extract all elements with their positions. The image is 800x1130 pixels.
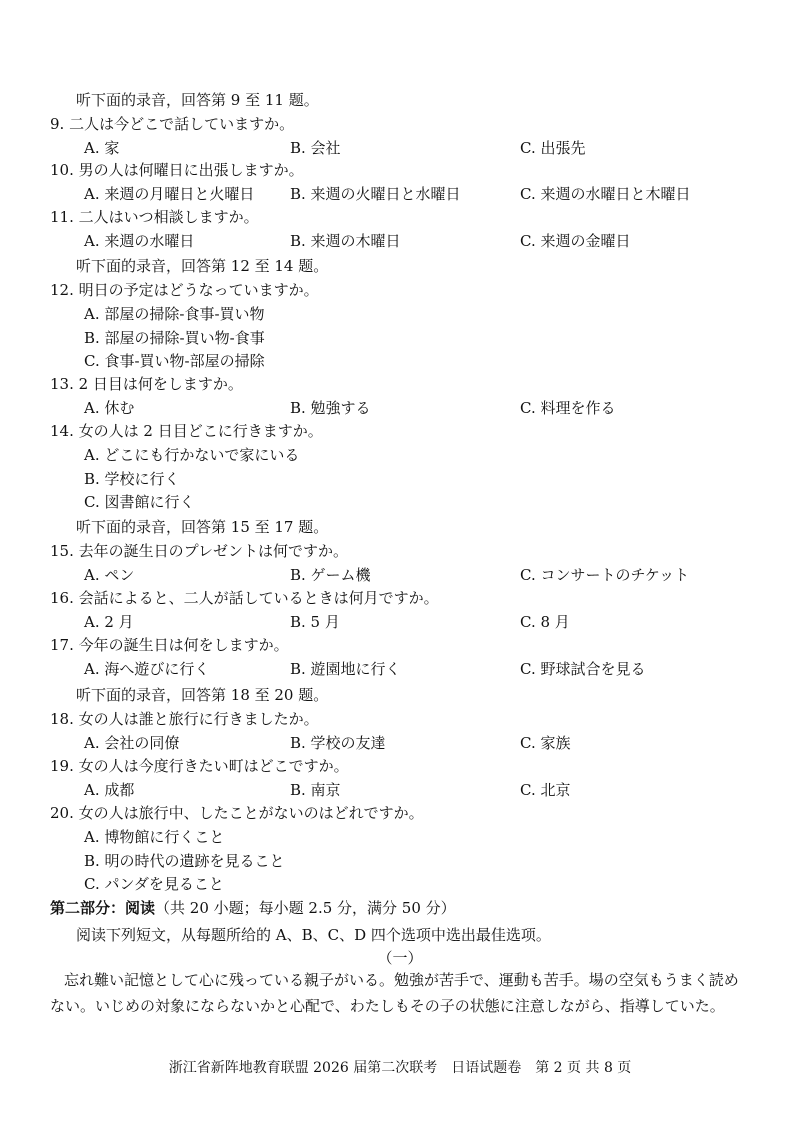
- option-c: C. パンダを見ること: [84, 875, 224, 893]
- option-b: B. 学校の友達: [290, 734, 386, 752]
- section-instruction: 听下面的录音，回答第 18 至 20 题。: [76, 686, 329, 704]
- question-stem: 15. 去年の誕生日のプレゼントは何ですか。: [50, 542, 349, 560]
- option-b: B. 遊園地に行く: [290, 660, 401, 678]
- passage-number: （一）: [377, 949, 423, 967]
- option-a: A. 成都: [84, 781, 135, 799]
- option-c: C. 野球試合を見る: [520, 660, 646, 678]
- option-b: B. 明の時代の遺跡を見ること: [84, 852, 285, 870]
- option-a: A. 来週の月曜日と火曜日: [84, 185, 255, 203]
- option-a: A. 2 月: [84, 613, 134, 631]
- option-a: A. どこにも行かないで家にいる: [84, 446, 300, 464]
- option-c: C. 食事-買い物-部屋の掃除: [84, 352, 265, 370]
- question-stem: 16. 会話によると、二人が話しているときは何月ですか。: [50, 589, 439, 607]
- option-b: B. 南京: [290, 781, 341, 799]
- option-a: A. 会社の同僚: [84, 734, 180, 752]
- question-stem: 14. 女の人は 2 日目どこに行きますか。: [50, 422, 323, 440]
- question-stem: 18. 女の人は誰と旅行に行きましたか。: [50, 710, 319, 728]
- option-c: C. 料理を作る: [520, 399, 616, 417]
- option-c: C. 8 月: [520, 613, 570, 631]
- option-a: A. 部屋の掃除-食事-買い物: [84, 305, 265, 323]
- option-b: B. ゲーム機: [290, 566, 371, 584]
- option-b: B. 5 月: [290, 613, 340, 631]
- section-instruction: 听下面的录音，回答第 15 至 17 题。: [76, 518, 329, 536]
- option-a: A. 家: [84, 139, 120, 157]
- option-b: B. 来週の火曜日と水曜日: [290, 185, 461, 203]
- question-stem: 17. 今年の誕生日は何をしますか。: [50, 636, 289, 654]
- passage-paragraph: 忘れ難い記憶として心に残っている親子がいる。勉強が苦手で、運動も苦手。場の空気もうまく読めない。いじめの対象にならないかと心配で、わたしもその子の状態に注意しながら、指導していた。: [50, 971, 739, 1015]
- option-b: B. 来週の木曜日: [290, 232, 401, 250]
- question-stem: 11. 二人はいつ相談しますか。: [50, 208, 259, 226]
- reading-instruction: 阅读下列短文，从每题所给的 A、B、C、D 四个选项中选出最佳选项。: [76, 926, 551, 944]
- option-a: A. ペン: [84, 566, 135, 584]
- question-stem: 9. 二人は今どこで話していますか。: [50, 115, 295, 133]
- option-b: B. 部屋の掃除-買い物-食事: [84, 329, 265, 347]
- part-heading: [50, 898, 456, 918]
- question-stem: 12. 明日の予定はどうなっていますか。: [50, 281, 319, 299]
- question-stem: 20. 女の人は旅行中、したことがないのはどれですか。: [50, 804, 424, 822]
- part-scoring-note: （共 20 小题；每小题 2.5 分，满分 50 分）: [155, 899, 456, 917]
- question-stem: 13. 2 日目は何をしますか。: [50, 375, 243, 393]
- option-c: C. 図書館に行く: [84, 493, 195, 511]
- option-c: C. 家族: [520, 734, 571, 752]
- option-c: C. コンサートのチケット: [520, 566, 690, 584]
- option-a: A. 休む: [84, 399, 135, 417]
- option-a: A. 博物館に行くこと: [84, 828, 225, 846]
- option-b: B. 学校に行く: [84, 470, 180, 488]
- page-footer: 浙江省新阵地教育联盟 2026 届第二次联考 日语试题卷 第 2 页 共 8 页: [168, 1060, 632, 1076]
- option-a: A. 海へ遊びに行く: [84, 660, 210, 678]
- section-instruction: 听下面的录音，回答第 9 至 11 题。: [76, 91, 319, 109]
- option-c: C. 北京: [520, 781, 571, 799]
- option-b: B. 勉強する: [290, 399, 371, 417]
- option-c: C. 来週の水曜日と木曜日: [520, 185, 691, 203]
- option-b: B. 会社: [290, 139, 341, 157]
- option-c: C. 出張先: [520, 139, 586, 157]
- section-instruction: 听下面的录音，回答第 12 至 14 题。: [76, 257, 329, 275]
- question-stem: 19. 女の人は今度行きたい町はどこですか。: [50, 757, 349, 775]
- part-title: 第二部分：阅读: [50, 899, 156, 917]
- option-a: A. 来週の水曜日: [84, 232, 195, 250]
- question-stem: 10. 男の人は何曜日に出張しますか。: [50, 161, 304, 179]
- option-c: C. 来週の金曜日: [520, 232, 631, 250]
